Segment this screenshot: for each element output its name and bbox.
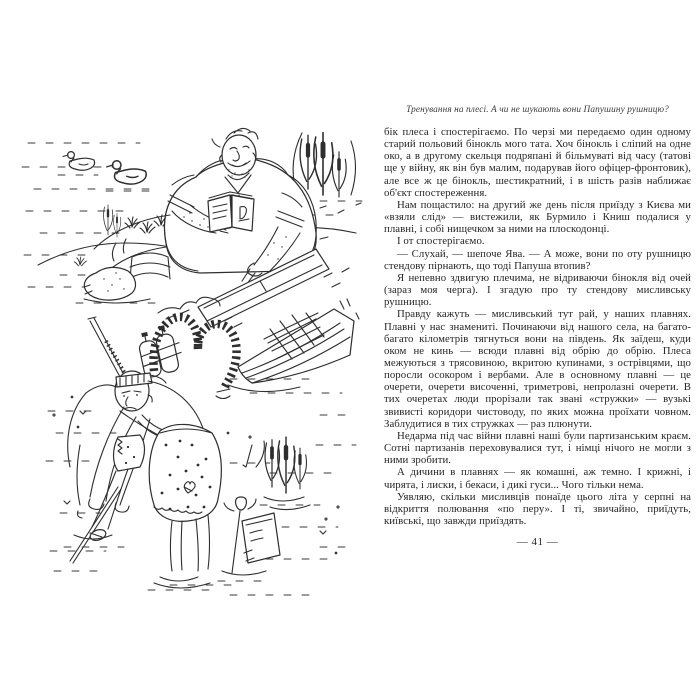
paragraph: — Слухай, — шепоче Ява. — А може, вони по оту рушницю стендову пірнають, що тоді Папуша втопив? [384,247,691,272]
ducks [58,152,154,191]
cattails-mid-left [74,205,169,266]
running-head: Тренування на плесі. А чи не шукають вони Папушину рушницю? [406,105,669,115]
book-illustration [20,115,370,640]
body-text [384,126,691,527]
paragraph: Правду кажуть — мисливський тут рай, у наших плавнях. Плавні у нас знамениті. Починаючи від нашого села, на багато-багато кілометрів тягнуться вони на південь. Як заїдеш, куди оком не кинь — всюди плавні від обрію до обрію. Плеса межуються з трясовиною, вкритою купинами, з острівцями, що поросли осокором і вербами. Але в основному плавні — це очерети, очерети височенні, триметрові, непролазні очерети. В тих очеретах люди прорізали так звані «стружки» — вузькі звивисті коридори чистоводу, по яких можна проїхати човном. Заблудитися в тих стружках — раз плюнути. [384,308,691,430]
riverbank-scene-svg [20,115,370,640]
diver-behind [54,385,145,571]
paragraph: А дичини в плавнях — як комашні, аж темно. І крижні, і чирята, і лиски, і бекаси, і дикі гуси... Чого тільки нема. [384,466,691,491]
diver-main [70,371,221,590]
boat [228,299,359,393]
paragraph: Недарма під час війни плавні наші були партизанським краєм. Сотні партизанів переховувалися тут, і німці нічого не могли з ними зробити. [384,429,691,467]
paragraph: Уявляю, скільки мисливців понаїде цього літа у серпні на відкриття полювання «по перу». І ті, звичайно, приїдуть, київські, що завжди приїздять. [384,490,691,527]
page-number: — 41 — [516,536,559,549]
sign-in-water [218,497,280,581]
paragraph: І от спостерігаємо. [397,235,485,248]
paragraph: бік плеса і спостерігаємо. По черзі ми передаємо один одному старий польовий бінокль мого тата. Хоч бінокль і сліпий на одне око, а в другому скельця подряпані й більмуваті від часу (татові ще у війну, як він був малим, подарував його офіцер-фронтовик), але все ж це бінокль, шестикратний, і в шість разів наближає об'єкт спостереження. [384,126,691,199]
paragraph: Нам пощастило: на другий же день після приїзду з Києва ми «взяли слід» — вистежили, як Бурмило і Книш подалися у плавні, і собі нищечком за ними на плоскодонці. [384,198,691,236]
diving-gear [88,317,237,399]
paragraph: Я непевно здвигую плечима, не відриваючи бінокля від очей (зараз моя черга). І згадую про ту стендову мисливську рушницю. [384,271,691,309]
text-column [384,104,691,548]
